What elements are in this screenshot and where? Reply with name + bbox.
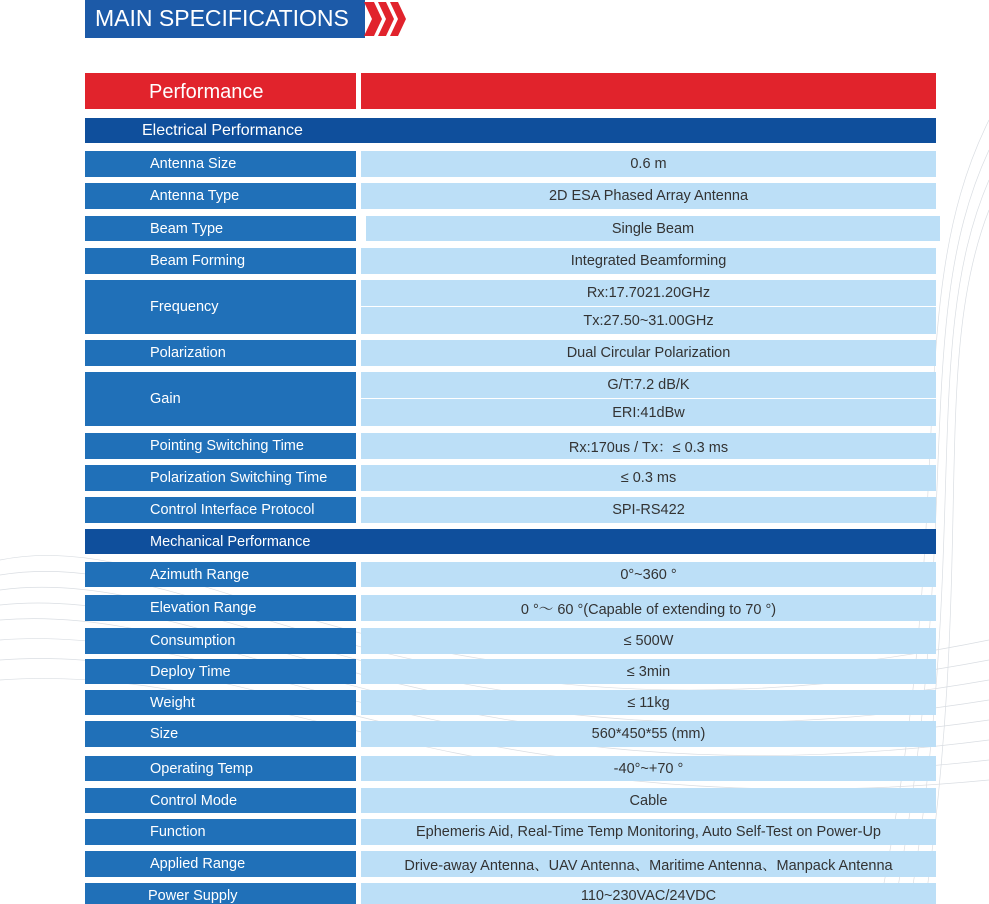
spec-value-applied-range: Drive-away Antenna、UAV Antenna、Maritime Antenna、Manpack Antenna [361,851,936,877]
spec-value-beam-type: Single Beam [366,216,940,241]
spec-value-gain-eirp: ERI:41dBw [361,399,936,426]
spec-value-weight: ≤ 11kg [361,690,936,715]
spec-label-frequency: Frequency [85,280,356,334]
spec-value-function: Ephemeris Aid, Real-Time Temp Monitoring, Auto Self-Test on Power-Up [361,819,936,845]
spec-value-deploy-time: ≤ 3min [361,659,936,684]
spec-value-size: 560*450*55 (mm) [361,721,936,747]
section-electrical-performance: Electrical Performance [85,118,936,143]
spec-value-control-interface-protocol: SPI-RS422 [361,497,936,523]
page-title: MAIN SPECIFICATIONS [85,0,365,38]
performance-header: Performance [85,73,356,109]
spec-value-operating-temp: -40°~+70 ° [361,756,936,781]
spec-value-frequency-rx: Rx:17.7021.20GHz [361,280,936,307]
spec-label-control-mode: Control Mode [85,788,356,813]
spec-value-pointing-switching-time: Rx:170us / Tx：≤ 0.3 ms [361,433,936,459]
spec-label-pointing-switching-time: Pointing Switching Time [85,433,356,459]
spec-value-beam-forming: Integrated Beamforming [361,248,936,274]
spec-label-azimuth-range: Azimuth Range [85,562,356,587]
spec-label-deploy-time: Deploy Time [85,659,356,684]
spec-value-control-mode: Cable [361,788,936,813]
spec-label-beam-type: Beam Type [85,216,356,241]
spec-label-consumption: Consumption [85,628,356,654]
spec-label-polarization: Polarization [85,340,356,366]
spec-value-gain-gt: G/T:7.2 dB/K [361,372,936,399]
spec-label-gain: Gain [85,372,356,426]
spec-label-weight: Weight [85,690,356,715]
spec-label-antenna-type: Antenna Type [85,183,356,209]
spec-value-antenna-type: 2D ESA Phased Array Antenna [361,183,936,209]
spec-label-antenna-size: Antenna Size [85,151,356,177]
spec-label-control-interface-protocol: Control Interface Protocol [85,497,356,523]
chevron-right-icon [360,0,410,38]
spec-value-polarization-switching-time: ≤ 0.3 ms [361,465,936,491]
spec-label-beam-forming: Beam Forming [85,248,356,274]
spec-label-function: Function [85,819,356,845]
spec-value-consumption: ≤ 500W [361,628,936,654]
spec-label-elevation-range: Elevation Range [85,595,356,621]
section-mechanical-performance: Mechanical Performance [85,529,936,554]
spec-value-elevation-range: 0 °～ 60 °(Capable of extending to 70 °) [361,595,936,621]
spec-label-applied-range: Applied Range [85,851,356,877]
spec-value-power-supply: 110~230VAC/24VDC [361,883,936,904]
spec-value-polarization: Dual Circular Polarization [361,340,936,366]
spec-label-size: Size [85,721,356,747]
spec-label-power-supply: Power Supply [85,883,356,904]
spec-value-azimuth-range: 0°~360 ° [361,562,936,587]
spec-label-polarization-switching-time: Polarization Switching Time [85,465,356,491]
performance-header-bar [361,73,936,109]
spec-value-antenna-size: 0.6 m [361,151,936,177]
spec-value-frequency-tx: Tx:27.50~31.00GHz [361,307,936,334]
spec-label-operating-temp: Operating Temp [85,756,356,781]
